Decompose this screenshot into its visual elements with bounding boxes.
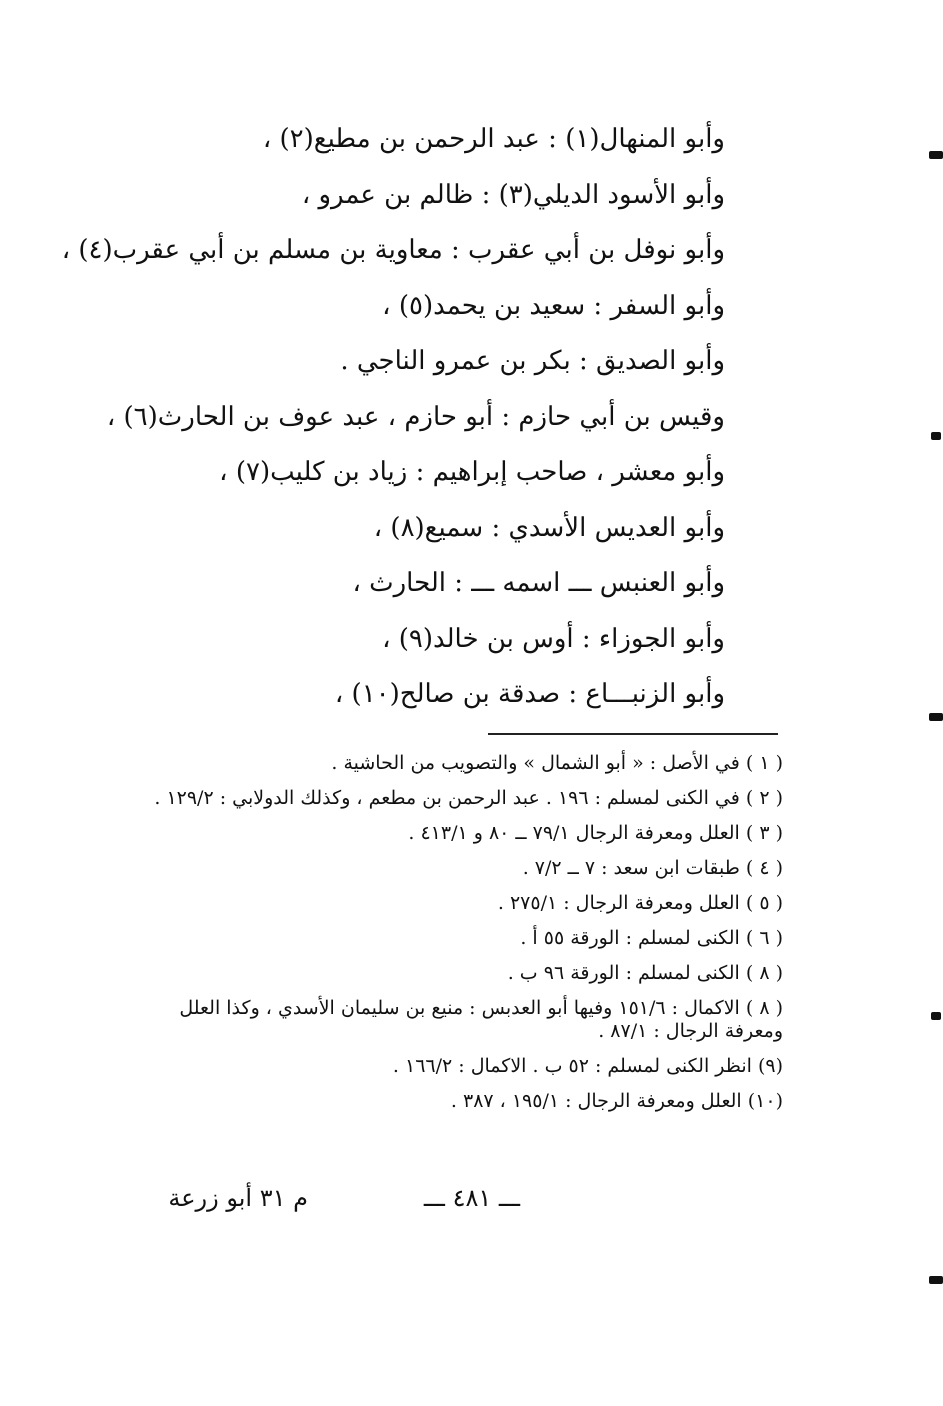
text-line: وقيس بن أبي حازم : أبو حازم ، عبد عوف بن الحارث(٦) ، xyxy=(106,401,725,432)
text-line: وأبو معشر ، صاحب إبراهيم : زياد بن كليب(٧) ، xyxy=(219,457,725,487)
footnote-9: (٩) انظر الكنى لمسلم : ٥٢ ب . الاكمال : ١٦٦/٢ . xyxy=(392,1055,783,1077)
footnote-10: (١٠) العلل ومعرفة الرجال : ١٩٥/١ ، ٣٨٧ . xyxy=(450,1090,783,1112)
text-line: وأبو الأسود الديلي(٣) : ظالم بن عمرو ، xyxy=(301,179,725,210)
footnote-7: ( ٨ ) الكنى لمسلم : الورقة ٩٦ ب . xyxy=(507,962,783,984)
binding-mark xyxy=(929,1276,943,1284)
text-line: وأبو العديس الأسدي : سميع(٨) ، xyxy=(373,512,725,543)
footnote-5: ( ٥ ) العلل ومعرفة الرجال : ٢٧٥/١ . xyxy=(497,892,783,914)
binding-mark xyxy=(931,432,941,440)
signature-mark: م ٣١ أبو زرعة xyxy=(168,1184,308,1212)
text-line: وأبو السفر : سعيد بن يحمد(٥) ، xyxy=(382,290,725,321)
binding-mark xyxy=(931,1012,941,1020)
footnote-3: ( ٣ ) العلل ومعرفة الرجال ٧٩/١ ــ ٨٠ و ٤١٣/١ . xyxy=(408,822,783,844)
binding-mark xyxy=(929,151,943,159)
footnote-2: ( ٢ ) في الكنى لمسلم : ١٩٦ . عبد الرحمن بن مطعم ، وكذلك الدولابي : ١٢٩/٢ . xyxy=(154,787,783,809)
footnote-1: ( ١ ) في الأصل : « أبو الشمال » والتصويب من الحاشية . xyxy=(331,752,783,774)
text-line: وأبو المنهال(١) : عبد الرحمن بن مطيع(٢) ، xyxy=(262,124,725,154)
footnote-8: ( ٨ ) الاكمال : ١٥١/٦ وفيها أبو العدبس : منيع بن سليمان الأسدي ، وكذا العلل ومعرفة الرجال : ٨٧/١ . xyxy=(179,997,783,1042)
footnote-6: ( ٦ ) الكنى لمسلم : الورقة ٥٥ أ . xyxy=(520,927,783,949)
footnotes xyxy=(123,752,783,1125)
footnote-divider xyxy=(488,733,778,735)
text-line: وأبو الزنبـــاع : صدقة بن صالح(١٠) ، xyxy=(334,679,725,709)
page-number: ـــ ٤٨١ ـــ xyxy=(423,1184,520,1212)
text-line: وأبو العنبس ـــ اسمه ـــ : الحارث ، xyxy=(352,568,725,598)
footnote-4: ( ٤ ) طبقات ابن سعد : ٧ ــ ٧/٢ . xyxy=(522,857,783,879)
binding-mark xyxy=(929,713,943,721)
text-line: وأبو الجوزاء : أوس بن خالد(٩) ، xyxy=(382,623,725,654)
text-line: وأبو الصديق : بكر بن عمرو الناجي . xyxy=(340,346,725,376)
text-line: وأبو نوفل بن أبي عقرب : معاوية بن مسلم بن أبي عقرب(٤) ، xyxy=(61,235,725,265)
main-text xyxy=(61,118,725,729)
